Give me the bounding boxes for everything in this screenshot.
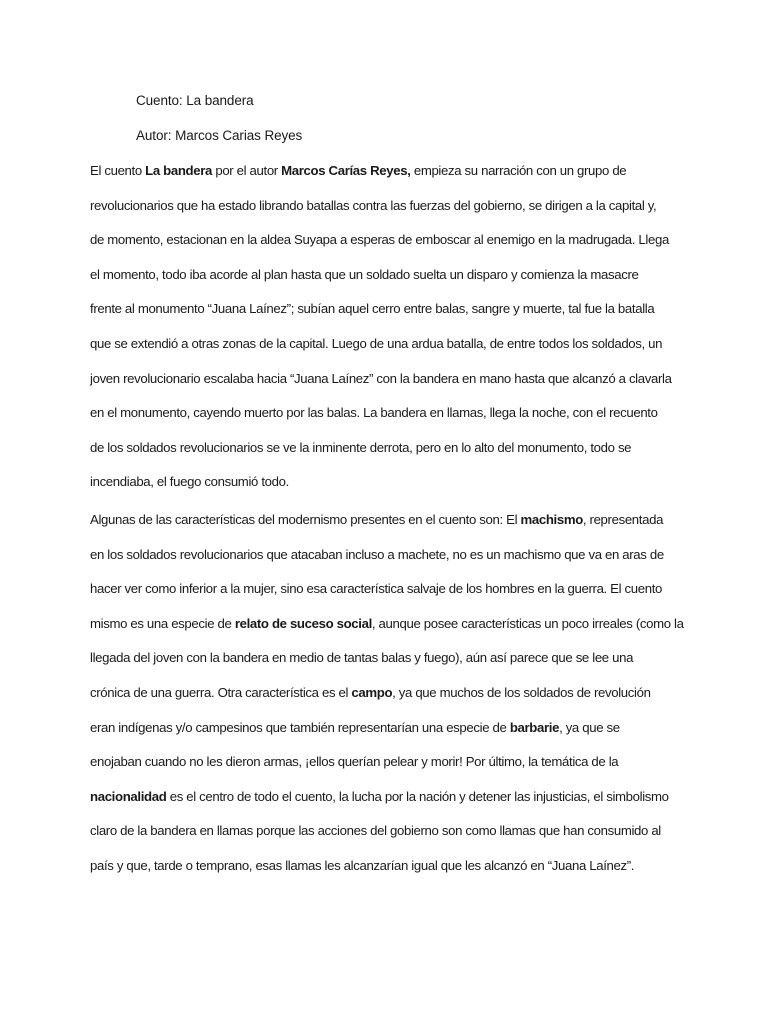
text-run: revolucionarios que ha estado librando batallas contra las fuerzas del gobierno, se dirigen a la capital y, (90, 197, 657, 213)
text-line (90, 788, 700, 823)
text-run: , aunque posee características un poco irreales (como la (371, 615, 684, 631)
text-run: que se extendió a otras zonas de la capital. Luego de una ardua batalla, de entre todos los soldados, un (90, 335, 663, 351)
text-line (90, 335, 700, 370)
text-line (90, 719, 700, 754)
text-line (90, 546, 700, 581)
bold-term: nacionalidad (90, 788, 167, 804)
text-run: , representada (582, 512, 664, 527)
text-run: el momento, todo iba acorde al plan hasta que un soldado suelta un disparo y comienza la masacre (90, 266, 639, 282)
text-run: en el monumento, cayendo muerto por las balas. La bandera en llamas, llega la noche, con el recuento (90, 405, 658, 421)
text-line (90, 615, 700, 650)
text-run: incendiaba, el fuego consumió todo. (90, 474, 289, 490)
text-run: enojaban cuando no les dieron armas, ¡ellos querían pelear y morir! Por último, la temática de la (90, 754, 619, 770)
text-run: llegada del joven con la bandera en medio de tantas balas y fuego), aún así parece que se lee una (90, 650, 634, 666)
text-run: El cuento (90, 163, 146, 178)
text-run: , ya que se (559, 719, 620, 735)
text-line (90, 684, 700, 719)
text-line (90, 439, 700, 474)
text-line (90, 162, 700, 197)
text-line (90, 822, 700, 857)
bold-term: machismo (520, 512, 583, 527)
bold-term: Marcos Carías Reyes, (281, 163, 411, 178)
text-run: claro de la bandera en llamas porque las acciones del gobierno son como llamas que han consumido al (90, 823, 661, 839)
text-run: Algunas de las características del modernismo presentes en el cuento son: El (90, 512, 521, 527)
text-run: hacer ver como inferior a la mujer, sino esa característica salvaje de los hombres en la guerra. El cuento (90, 581, 663, 597)
text-run: es el centro de todo el cuento, la lucha por la nación y detener las injusticias, el simbolismo (166, 788, 669, 804)
text-line (90, 473, 700, 508)
text-line (90, 511, 700, 546)
text-line (90, 266, 700, 301)
text-line (90, 753, 700, 788)
text-line (90, 580, 700, 615)
bold-term: La bandera (145, 163, 213, 178)
text-run: empieza su narración con un grupo de (410, 163, 627, 178)
text-line (90, 197, 700, 232)
text-run: país y que, tarde o temprano, esas llamas les alcanzarían igual que les alcanzó en “Juana Laínez”. (90, 857, 635, 873)
summary-paragraph (90, 162, 700, 508)
analysis-paragraph (90, 511, 700, 892)
text-run: de los soldados revolucionarios se ve la inminente derrota, pero en lo alto del monumento, todo se (90, 439, 632, 455)
text-run: en los soldados revolucionarios que atacaban incluso a machete, no es un machismo que va en aras de (90, 546, 664, 562)
text-run: joven revolucionario escalaba hacia “Juana Laínez” con la bandera en mano hasta que alcanzó a clavarla (90, 370, 672, 386)
text-run: crónica de una guerra. Otra característica es el (90, 684, 352, 700)
bold-term: relato de suceso social (234, 615, 372, 631)
text-run: eran indígenas y/o campesinos que también representarían una especie de (90, 719, 510, 735)
story-title-line: Cuento: La bandera (136, 93, 254, 108)
text-run: , ya que muchos de los soldados de revolución (392, 684, 651, 700)
bold-term: campo (351, 684, 393, 700)
text-run: por el autor (212, 163, 282, 178)
text-line (90, 404, 700, 439)
text-line (90, 857, 700, 892)
bold-term: barbarie (509, 719, 560, 735)
text-line (90, 370, 700, 405)
text-line (90, 231, 700, 266)
text-run: de momento, estacionan en la aldea Suyapa a esperas de emboscar al enemigo en la madrugada. Llega (90, 232, 669, 248)
text-run: frente al monumento “Juana Laínez”; subían aquel cerro entre balas, sangre y muerte, tal fue la batalla (90, 301, 655, 317)
text-line (90, 649, 700, 684)
text-line (90, 300, 700, 335)
text-run: mismo es una especie de (90, 615, 235, 631)
story-author-line: Autor: Marcos Carias Reyes (136, 128, 303, 143)
